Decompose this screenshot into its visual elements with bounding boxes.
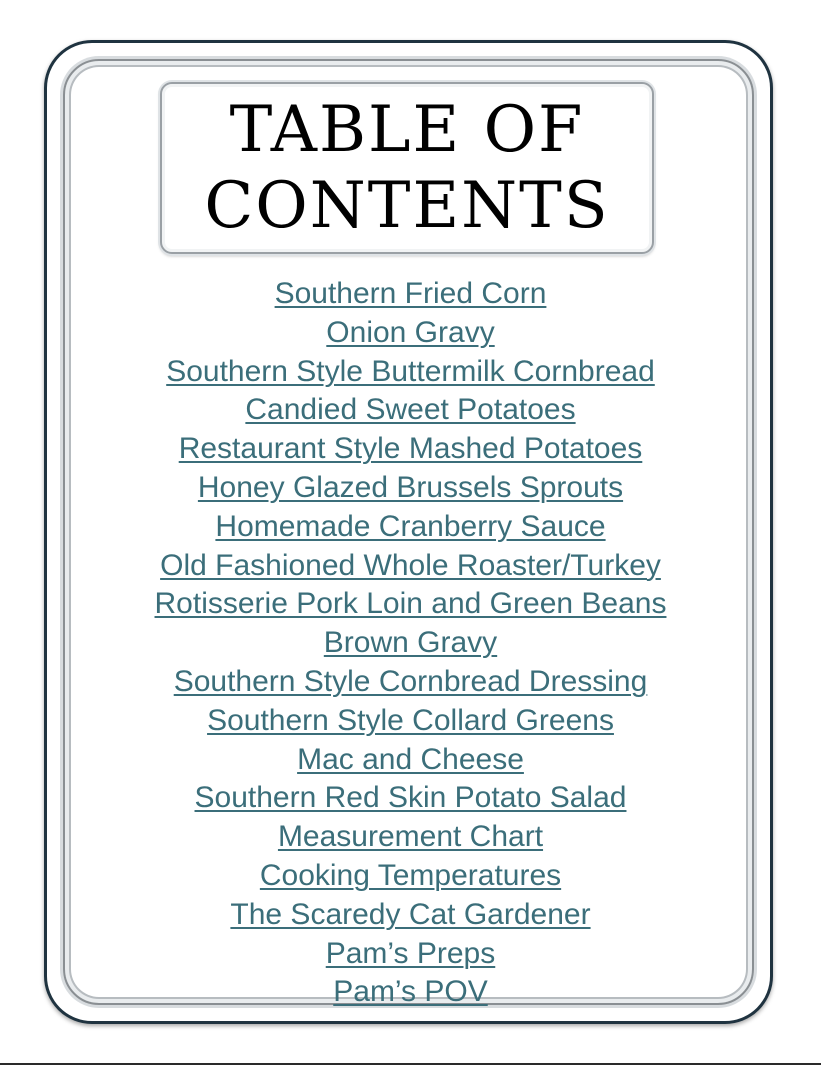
table-of-contents-list (48, 275, 773, 1012)
page-title-line-1: TABLE OF (229, 93, 585, 167)
toc-item (48, 353, 773, 392)
toc-link-pork-loin-green-beans[interactable]: Rotisserie Pork Loin and Green Beans (154, 587, 667, 621)
toc-item (48, 469, 773, 508)
toc-item (48, 935, 773, 974)
toc-link-candied-sweet-potatoes[interactable]: Candied Sweet Potatoes (245, 393, 576, 427)
title-box (160, 82, 654, 254)
toc-item (48, 857, 773, 896)
toc-link-potato-salad[interactable]: Southern Red Skin Potato Salad (194, 781, 627, 815)
toc-item (48, 547, 773, 586)
toc-item (48, 585, 773, 624)
toc-link-pams-pov[interactable]: Pam’s POV (333, 975, 488, 1009)
toc-item (48, 702, 773, 741)
toc-item (48, 896, 773, 935)
page-title-line-2: CONTENTS (204, 169, 610, 243)
toc-link-southern-fried-corn[interactable]: Southern Fried Corn (274, 277, 547, 310)
toc-link-cooking-temperatures[interactable]: Cooking Temperatures (259, 858, 562, 892)
toc-link-pams-preps[interactable]: Pam’s Preps (325, 936, 496, 970)
toc-item (48, 741, 773, 780)
toc-link-roaster-turkey[interactable]: Old Fashioned Whole Roaster/Turkey (160, 548, 661, 582)
toc-item (48, 779, 773, 818)
toc-item (48, 973, 773, 1012)
page-bottom-divider (0, 1063, 821, 1065)
toc-link-onion-gravy[interactable]: Onion Gravy (326, 315, 495, 349)
toc-item (48, 663, 773, 702)
toc-link-buttermilk-cornbread[interactable]: Southern Style Buttermilk Cornbread (166, 354, 655, 388)
toc-link-brussels-sprouts[interactable]: Honey Glazed Brussels Sprouts (197, 470, 624, 504)
toc-item (48, 391, 773, 430)
toc-link-collard-greens[interactable]: Southern Style Collard Greens (207, 703, 614, 737)
toc-item (48, 818, 773, 857)
toc-item (48, 624, 773, 663)
toc-link-cranberry-sauce[interactable]: Homemade Cranberry Sauce (215, 509, 606, 543)
toc-link-measurement-chart[interactable]: Measurement Chart (277, 820, 544, 854)
toc-item (48, 314, 773, 353)
toc-item (48, 275, 773, 314)
toc-link-mashed-potatoes[interactable]: Restaurant Style Mashed Potatoes (178, 432, 643, 466)
toc-link-mac-and-cheese[interactable]: Mac and Cheese (297, 742, 524, 776)
toc-link-brown-gravy[interactable]: Brown Gravy (323, 626, 498, 660)
toc-link-cornbread-dressing[interactable]: Southern Style Cornbread Dressing (173, 664, 648, 698)
toc-item (48, 430, 773, 469)
toc-link-scaredy-cat-gardener[interactable]: The Scaredy Cat Gardener (230, 897, 591, 931)
toc-item (48, 508, 773, 547)
